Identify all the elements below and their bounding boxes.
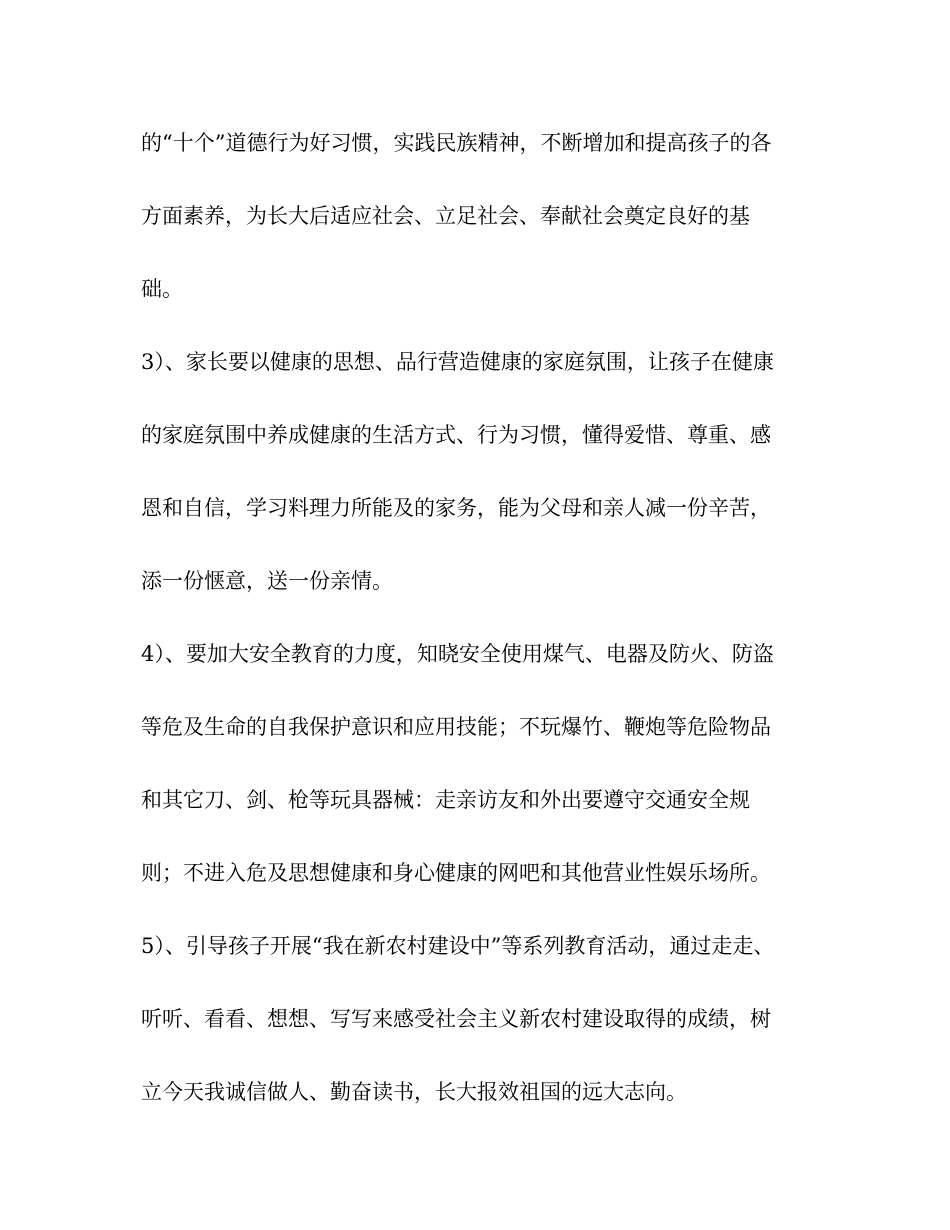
paragraph-line: 则；不进入危及思想健康和身心健康的网吧和其他营业性娱乐场所。 — [141, 861, 771, 885]
paragraph-line: 方面素养，为长大后适应社会、立足社会、奉献社会奠定良好的基 — [141, 204, 750, 228]
paragraph-line: 恩和自信，学习料理力所能及的家务，能为父母和亲人减一份辛苦， — [141, 496, 771, 520]
paragraph-line: 3）、家长要以健康的思想、品行营造健康的家庭氛围，让孩子在健康 — [141, 350, 774, 374]
paragraph-line: 立今天我诚信做人、勤奋读书，长大报效祖国的远大志向。 — [141, 1080, 687, 1104]
paragraph-line: 等危及生命的自我保护意识和应用技能；不玩爆竹、鞭炮等危险物品 — [141, 715, 771, 739]
paragraph-line: 4）、要加大安全教育的力度，知晓安全使用煤气、电器及防火、防盗 — [141, 642, 774, 666]
paragraph-line: 和其它刀、剑、枪等玩具器械：走亲访友和外出要遵守交通安全规 — [141, 788, 750, 812]
paragraph-line: 的“十个”道德行为好习惯，实践民族精神，不断增加和提高孩子的各 — [141, 131, 772, 155]
paragraph-line: 添一份惬意，送一份亲情。 — [141, 569, 393, 593]
paragraph-line: 础。 — [141, 277, 183, 301]
paragraph-line: 的家庭氛围中养成健康的生活方式、行为习惯，懂得爱惜、尊重、感 — [141, 423, 771, 447]
paragraph-line: 听听、看看、想想、写写来感受社会主义新农村建设取得的成绩，树 — [141, 1007, 771, 1031]
paragraph-line: 5）、引导孩子开展“我在新农村建设中”等系列教育活动，通过走走、 — [141, 934, 775, 958]
